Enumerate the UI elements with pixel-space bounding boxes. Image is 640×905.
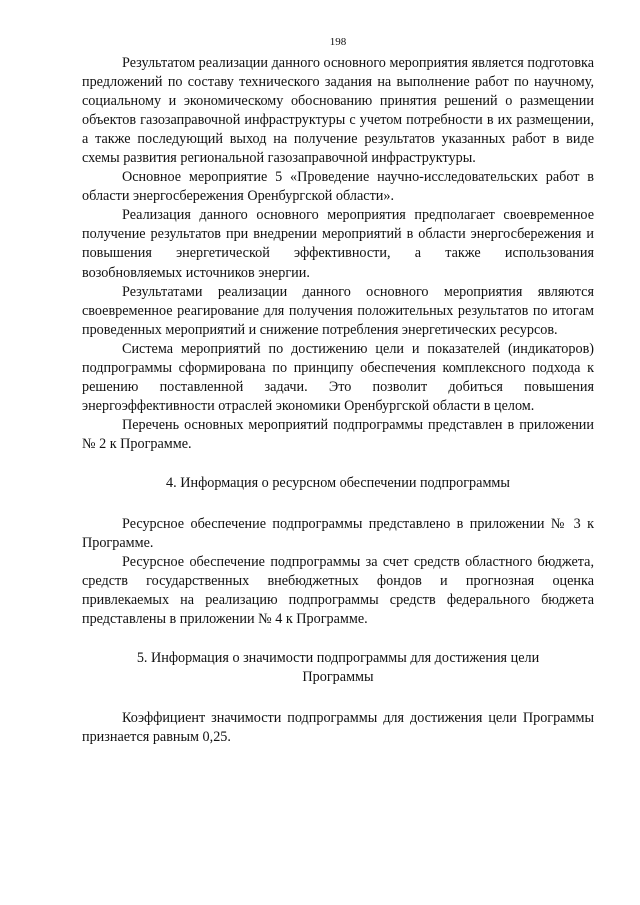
paragraph: Перечень основных мероприятий подпрограммы представлен в приложении № 2 к Программе.	[82, 416, 594, 452]
page-number: 198	[329, 36, 347, 48]
section-4-heading: 4. Информация о ресурсном обеспечении подпрограммы	[166, 474, 510, 491]
page-content	[82, 54, 594, 747]
paragraph: Система мероприятий по достижению цели и показателей (индикаторов) подпрограммы сформирована по принципу обеспечения комплексного подхода к решению поставленной задачи. Это позволит добиться повышения энергоэффективности отраслей экономики Оренбургской области в целом.	[82, 340, 594, 414]
section-5-heading-line-2: Программы	[302, 669, 374, 686]
paragraph: Коэффициент значимости подпрограммы для достижения цели Программы признается равным 0,25.	[82, 710, 594, 746]
section-5-heading-line-1: 5. Информация о значимости подпрограммы для достижения цели	[136, 650, 540, 667]
paragraph: Ресурсное обеспечение подпрограммы за счет средств областного бюджета, средств государственных внебюджетных фондов и прогнозная оценка привлекаемых на реализацию подпрограммы средств федерального бюджета представлены в приложении № 4 к Программе.	[82, 554, 594, 628]
paragraph: Основное мероприятие 5 «Проведение научно-исследовательских работ в области энергосбережения Оренбургской области».	[82, 169, 594, 205]
section-5-heading	[82, 649, 594, 687]
paragraph: Результатами реализации данного основного мероприятия являются своевременное реагирование для получения положительных результатов по итогам проведенных мероприятий и снижение потребления энергетических ресурсов.	[82, 283, 594, 338]
paragraph: Ресурсное обеспечение подпрограммы представлено в приложении № 3 к Программе.	[82, 515, 594, 552]
paragraph: Результатом реализации данного основного мероприятия является подготовка предложений по составу технического задания на выполнение работ по научному, социальному и экономическому обоснованию принятия решений о размещении объектов газозаправочной инфраструктуры с учетом потребности в их размещении, а также последующий выход на получение результатов указанных работ в виде схемы развития региональной газозаправочной инфраструктуры.	[82, 55, 594, 167]
paragraph: Реализация данного основного мероприятия предполагает своевременное получение результатов при внедрении мероприятий в области энергосбережения и повышения энергетической эффективности, а также использования возобновляемых источников энергии.	[82, 207, 594, 281]
